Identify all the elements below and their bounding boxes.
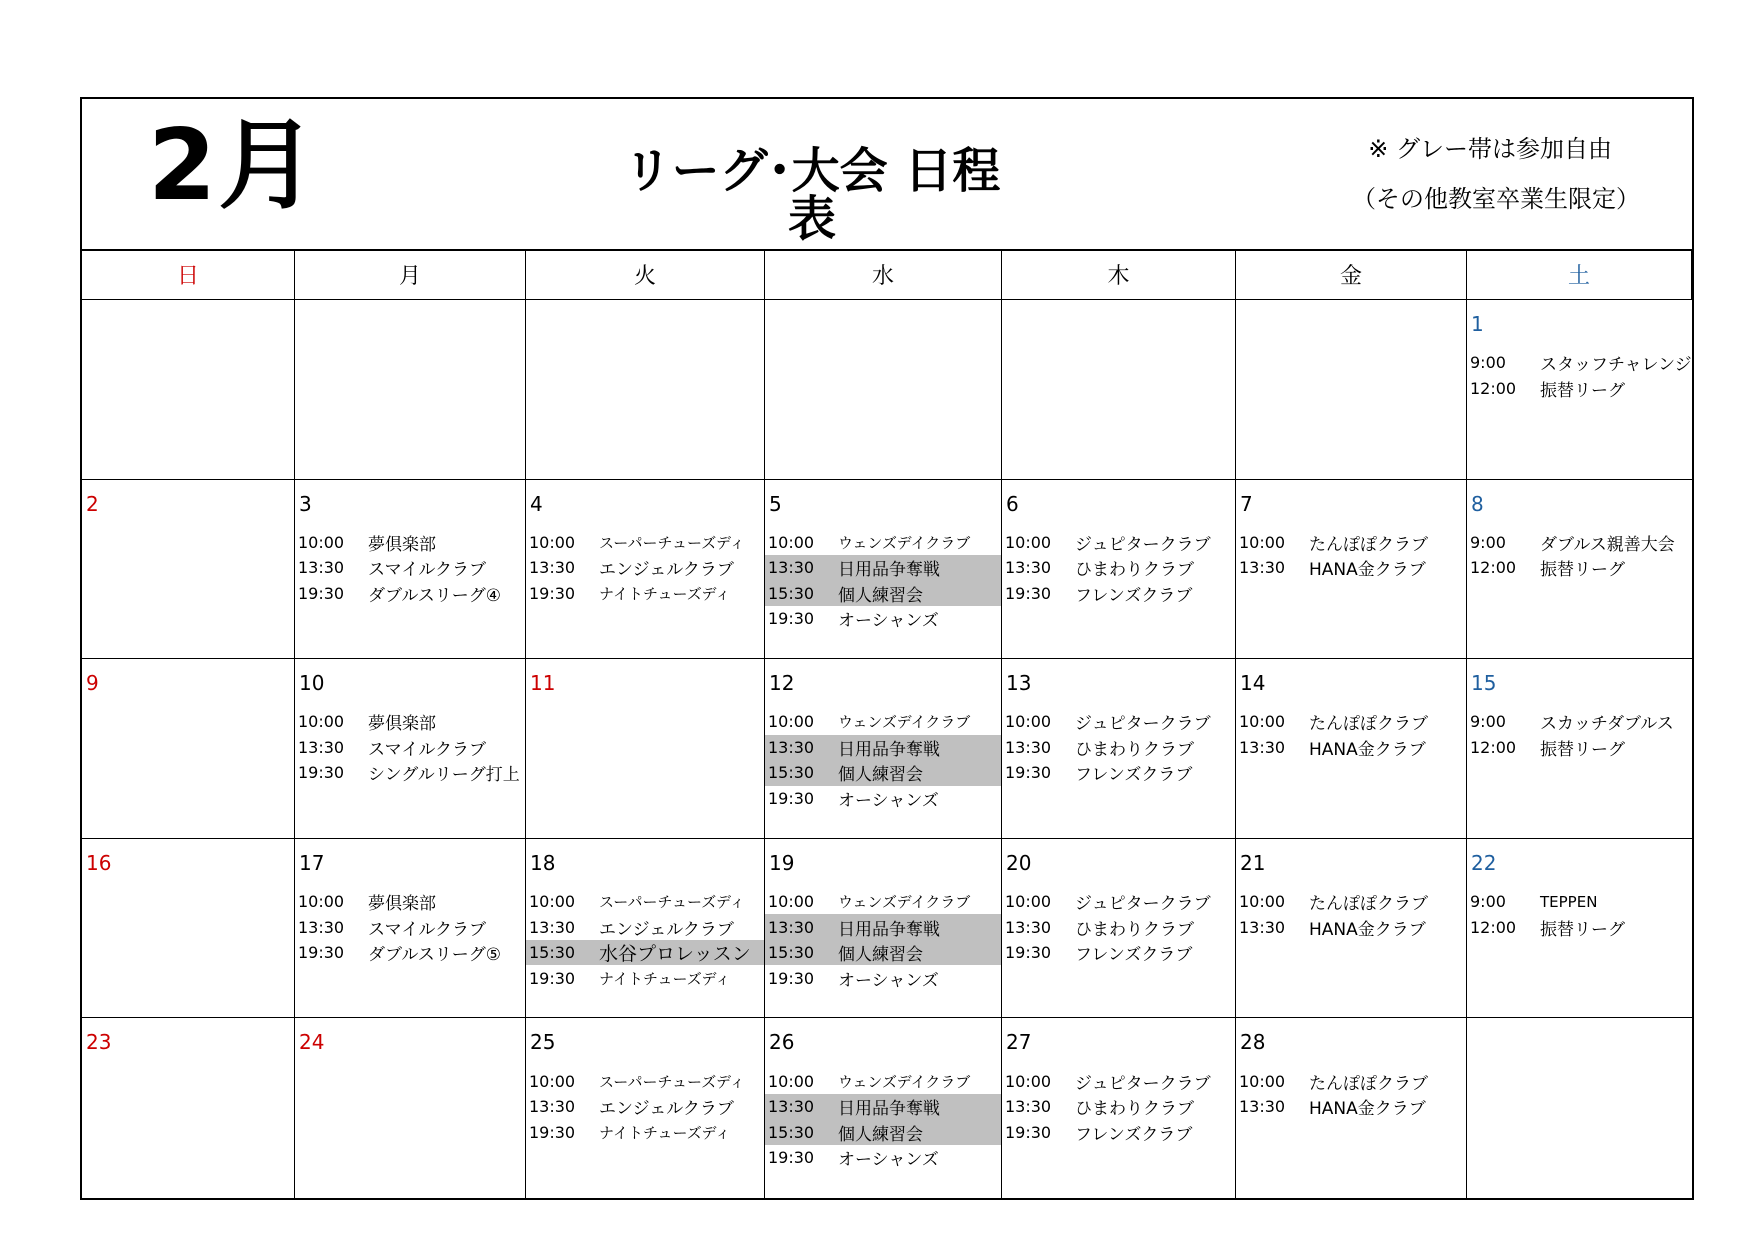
day-number: 16 [86,850,112,875]
event-list [1236,530,1466,581]
empty-day-cell [1467,1018,1692,1198]
event-row [295,709,525,735]
event-row [1467,376,1692,402]
event-row [1236,1094,1466,1120]
event-name: 振替リーグ [1540,380,1625,401]
event-time: 13:30 [1005,1097,1052,1117]
event-row [1002,581,1235,607]
event-name: フレンズクラブ [1075,945,1193,966]
event-list [295,709,525,786]
event-name: HANA金クラブ [1309,1099,1426,1120]
event-row [765,1068,1001,1094]
day-number: 12 [769,671,795,696]
event-list [1236,709,1466,760]
event-name: スーパーチューズディ [599,533,745,552]
event-time: 13:30 [1239,737,1286,757]
day-number: 21 [1240,850,1266,875]
event-time: 9:00 [1470,712,1506,732]
day-cell [295,480,526,660]
event-time: 9:00 [1470,892,1506,912]
day-cell [526,839,765,1019]
event-list [1467,530,1692,581]
event-list [1236,1068,1466,1119]
event-list [526,889,764,991]
event-row [1236,1068,1466,1094]
event-time: 13:30 [1239,1097,1286,1117]
event-row [1236,735,1466,761]
event-row [1236,530,1466,556]
event-row [765,530,1001,556]
weekday-header: 日 [82,249,295,300]
day-cell [1467,659,1692,839]
event-time: 10:00 [529,1071,576,1091]
event-row [1467,889,1692,915]
day-number: 24 [299,1030,325,1055]
day-number: 10 [299,671,325,696]
schedule-sheet [80,97,1694,1200]
event-time: 19:30 [529,1122,576,1142]
day-cell [1002,1018,1236,1198]
event-name: フレンズクラブ [1075,585,1193,606]
open-event-row [765,1119,1001,1145]
event-name: スーパーチューズディ [599,1072,745,1091]
event-time: 13:30 [298,558,345,578]
event-row [295,581,525,607]
open-event-row [765,940,1001,966]
day-cell [765,839,1002,1019]
event-name: ジュピタークラブ [1075,534,1211,555]
day-cell [1236,480,1467,660]
event-name: スマイルクラブ [368,560,486,581]
event-time: 9:00 [1470,532,1506,552]
event-row [1467,350,1692,376]
event-name: ダブルス親善大会 [1540,534,1675,555]
event-time: 19:30 [768,1148,815,1168]
event-row [295,555,525,581]
event-time: 13:30 [1005,737,1052,757]
event-name: オーシャンズ [838,1150,939,1171]
day-number: 13 [1006,671,1032,696]
day-cell [526,480,765,660]
event-row [765,1145,1001,1171]
weekday-header: 月 [295,249,526,300]
event-row [295,940,525,966]
event-row [526,914,764,940]
event-row [1002,530,1235,556]
event-list [295,530,525,607]
event-row [1002,709,1235,735]
event-time: 10:00 [298,532,345,552]
event-time: 13:30 [298,737,345,757]
event-time: 10:00 [768,532,815,552]
event-time: 15:30 [768,1122,815,1142]
day-number: 27 [1006,1030,1032,1055]
event-name: オーシャンズ [838,611,939,632]
event-row [765,786,1001,812]
event-time: 19:30 [1005,943,1052,963]
gray-band-note: ※ グレー帯は参加自由 [1368,135,1612,163]
event-row [1467,735,1692,761]
event-name: たんぽぽクラブ [1309,894,1428,915]
day-cell [295,659,526,839]
event-name: ウェンズデイクラブ [838,893,971,912]
empty-day-cell [82,300,295,480]
event-row [1002,735,1235,761]
weekday-header: 金 [1236,249,1467,300]
event-name: ジュピタークラブ [1075,894,1211,915]
event-name: オーシャンズ [838,790,939,811]
event-name: 日用品争奪戦 [838,560,940,581]
event-name: ダブルスリーグ④ [368,585,502,606]
event-time: 10:00 [298,892,345,912]
day-cell [765,659,1002,839]
day-cell [295,1018,526,1198]
day-cell [82,839,295,1019]
event-time: 10:00 [1005,712,1052,732]
event-row [295,530,525,556]
event-time: 13:30 [768,917,815,937]
event-name: 夢倶楽部 [368,714,436,735]
event-name: シングルリーグ打上 [368,765,520,786]
event-time: 19:30 [298,763,345,783]
event-row [1236,555,1466,581]
event-row [1467,914,1692,940]
event-time: 19:30 [298,943,345,963]
event-list [1002,889,1235,966]
event-time: 12:00 [1470,737,1517,757]
event-row [1002,940,1235,966]
event-name: ナイトチューズディ [599,584,731,603]
event-list [1467,709,1692,760]
event-time: 13:30 [529,917,576,937]
event-row [765,965,1001,991]
event-list [1002,530,1235,607]
day-number: 23 [86,1030,112,1055]
day-cell [1002,839,1236,1019]
event-name: HANA金クラブ [1309,739,1426,760]
open-event-row [765,581,1001,607]
event-time: 15:30 [768,583,815,603]
event-time: 12:00 [1470,378,1517,398]
event-time: 13:30 [298,917,345,937]
event-time: 10:00 [1239,532,1286,552]
event-name: たんぽぽクラブ [1309,714,1428,735]
empty-day-cell [1002,300,1236,480]
event-list [526,530,764,607]
schedule-header [82,99,1692,251]
event-row [295,760,525,786]
day-number: 9 [86,671,99,696]
event-name: 振替リーグ [1540,739,1625,760]
day-cell [295,839,526,1019]
event-name: 個人練習会 [838,765,923,786]
event-row [295,889,525,915]
event-name: エンジェルクラブ [599,560,734,581]
event-list [1002,709,1235,786]
event-time: 10:00 [768,712,815,732]
event-name: スマイルクラブ [368,919,486,940]
event-name: ウェンズデイクラブ [838,1072,971,1091]
event-row [1236,889,1466,915]
event-row [1236,914,1466,940]
day-cell [1236,839,1467,1019]
day-cell [1467,839,1692,1019]
event-time: 10:00 [1005,1071,1052,1091]
month-title: 2月 [148,109,319,223]
day-cell [82,1018,295,1198]
day-cell [526,1018,765,1198]
event-time: 19:30 [1005,1122,1052,1142]
event-name: たんぽぽクラブ [1309,1073,1428,1094]
event-time: 13:30 [768,737,815,757]
event-list [526,1068,764,1145]
event-time: 12:00 [1470,558,1517,578]
event-row [1002,1094,1235,1120]
event-name: 夢倶楽部 [368,534,436,555]
event-name: 個人練習会 [838,585,923,606]
event-row [295,735,525,761]
day-number: 20 [1006,850,1032,875]
schedule-title: リーグ･大会 日程表 [623,143,1001,247]
event-row [526,1119,764,1145]
day-cell [82,480,295,660]
event-list [765,709,1001,811]
event-row [1002,1068,1235,1094]
event-time: 19:30 [768,968,815,988]
open-event-row [765,760,1001,786]
event-time: 12:00 [1470,917,1517,937]
event-row [526,889,764,915]
empty-day-cell [765,300,1002,480]
day-number: 17 [299,850,325,875]
event-time: 19:30 [768,609,815,629]
open-event-row [765,1094,1001,1120]
event-name: ジュピタークラブ [1075,714,1211,735]
event-name: スマイルクラブ [368,739,486,760]
event-row [526,581,764,607]
day-cell [1236,1018,1467,1198]
event-row [526,555,764,581]
event-list [1467,889,1692,940]
day-cell [1467,300,1692,480]
day-cell [1467,480,1692,660]
event-name: ひまわりクラブ [1075,919,1194,940]
weekday-header: 木 [1002,249,1236,300]
day-number: 28 [1240,1030,1266,1055]
event-time: 13:30 [1239,917,1286,937]
event-time: 9:00 [1470,353,1506,373]
event-time: 13:30 [1005,917,1052,937]
event-row [295,914,525,940]
event-name: エンジェルクラブ [599,1099,734,1120]
event-name: 日用品争奪戦 [838,1099,940,1120]
event-name: スタッフチャレンジ [1540,355,1692,376]
event-time: 19:30 [298,583,345,603]
event-time: 15:30 [768,943,815,963]
event-row [1002,555,1235,581]
event-time: 19:30 [529,583,576,603]
event-time: 13:30 [1005,558,1052,578]
day-number: 25 [530,1030,556,1055]
open-event-row [765,735,1001,761]
event-name: ナイトチューズディ [599,1123,731,1142]
event-name: ひまわりクラブ [1075,1099,1194,1120]
event-name: 日用品争奪戦 [838,919,940,940]
event-row [765,889,1001,915]
event-name: 振替リーグ [1540,919,1625,940]
day-number: 8 [1471,491,1484,516]
day-number: 3 [299,491,312,516]
day-number: 1 [1471,312,1484,336]
event-name: スーパーチューズディ [599,893,745,912]
event-time: 10:00 [529,892,576,912]
event-time: 19:30 [529,968,576,988]
event-time: 13:30 [768,558,815,578]
day-number: 6 [1006,491,1019,516]
event-row [526,1094,764,1120]
open-event-row [765,555,1001,581]
event-time: 10:00 [1239,712,1286,732]
event-name: 個人練習会 [838,1124,923,1145]
event-row [526,1068,764,1094]
day-number: 2 [86,491,99,516]
event-name: 水谷プロレッスン [599,943,751,966]
day-number: 14 [1240,671,1266,696]
event-time: 19:30 [1005,763,1052,783]
event-name: TEPPEN [1540,892,1598,911]
event-row [1467,530,1692,556]
event-name: 振替リーグ [1540,560,1625,581]
event-name: フレンズクラブ [1075,765,1193,786]
event-name: HANA金クラブ [1309,919,1426,940]
day-number: 26 [769,1030,795,1055]
empty-day-cell [295,300,526,480]
event-name: ダブルスリーグ⑤ [368,945,502,966]
day-cell [82,659,295,839]
event-time: 10:00 [768,892,815,912]
event-row [765,709,1001,735]
empty-day-cell [526,300,765,480]
event-row [1002,760,1235,786]
event-time: 10:00 [1239,1071,1286,1091]
event-time: 10:00 [1005,892,1052,912]
event-name: ウェンズデイクラブ [838,713,971,732]
event-row [526,530,764,556]
day-number: 19 [769,850,795,875]
event-row [1002,889,1235,915]
event-time: 10:00 [1239,892,1286,912]
event-row [1002,914,1235,940]
event-name: ジュピタークラブ [1075,1073,1211,1094]
day-cell [765,1018,1002,1198]
eligibility-note: （その他教室卒業生限定） [1352,185,1640,213]
open-event-row [526,940,764,966]
day-cell [1236,659,1467,839]
event-name: たんぽぽクラブ [1309,534,1428,555]
event-name: ひまわりクラブ [1075,560,1194,581]
event-list [1002,1068,1235,1145]
event-time: 10:00 [1005,532,1052,552]
event-name: ウェンズデイクラブ [838,533,971,552]
event-time: 13:30 [529,558,576,578]
event-time: 19:30 [1005,583,1052,603]
event-time: 15:30 [529,943,576,963]
event-time: 13:30 [529,1097,576,1117]
event-time: 13:30 [768,1097,815,1117]
day-number: 15 [1471,671,1497,696]
empty-day-cell [1236,300,1467,480]
event-time: 19:30 [768,788,815,808]
open-event-row [765,914,1001,940]
event-time: 10:00 [529,532,576,552]
event-name: 夢倶楽部 [368,894,436,915]
day-cell [1002,659,1236,839]
day-number: 4 [530,491,543,516]
weekday-header: 水 [765,249,1002,300]
day-cell [1002,480,1236,660]
event-name: フレンズクラブ [1075,1124,1193,1145]
weekday-header: 土 [1467,249,1692,300]
day-number: 5 [769,491,782,516]
event-name: 日用品争奪戦 [838,739,940,760]
event-row [1002,1119,1235,1145]
event-list [765,530,1001,632]
event-time: 13:30 [1239,558,1286,578]
event-time: 15:30 [768,763,815,783]
weekday-header: 火 [526,249,765,300]
event-time: 10:00 [298,712,345,732]
event-name: オーシャンズ [838,970,939,991]
day-number: 7 [1240,491,1253,516]
day-number: 18 [530,850,556,875]
day-number: 11 [530,671,556,696]
event-list [765,1068,1001,1170]
event-row [1467,709,1692,735]
event-list [1467,350,1692,401]
calendar-grid [82,249,1692,1198]
event-name: HANA金クラブ [1309,560,1426,581]
event-name: ひまわりクラブ [1075,739,1194,760]
event-name: 個人練習会 [838,945,923,966]
event-list [765,889,1001,991]
event-row [765,606,1001,632]
event-time: 10:00 [768,1071,815,1091]
day-cell [526,659,765,839]
event-row [526,965,764,991]
day-number: 22 [1471,850,1497,875]
event-list [295,889,525,966]
event-name: エンジェルクラブ [599,919,734,940]
day-cell [765,480,1002,660]
event-row [1467,555,1692,581]
event-name: スカッチダブルス [1540,714,1674,735]
event-name: ナイトチューズディ [599,969,731,988]
event-list [1236,889,1466,940]
event-row [1236,709,1466,735]
